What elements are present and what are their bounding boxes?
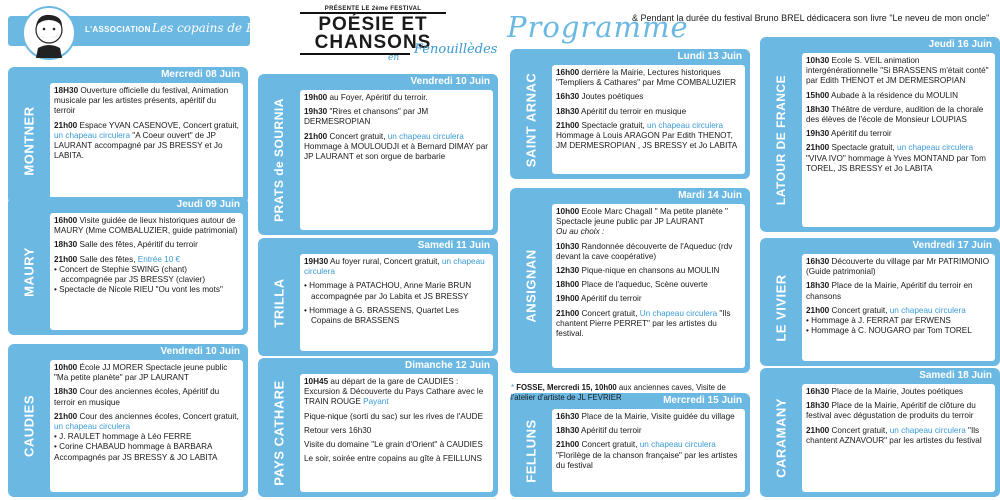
- event-time: 21h00: [556, 308, 580, 318]
- village-label: TRILLA: [271, 277, 287, 328]
- event-item: [304, 440, 489, 450]
- event-tail: "Ils chantent Pierre PERRET" par les artistes du festival.: [556, 308, 731, 339]
- event-time: 21h00: [806, 425, 830, 435]
- event-text: au départ de la gare de CAUDIES : Excursion & Découverte du Pays Cathare avec le TRAIN ROUGE: [304, 377, 484, 407]
- event-item: [806, 306, 991, 337]
- card-date: Mardi 14 Juin: [674, 189, 746, 203]
- event-time: 18h30: [54, 387, 78, 397]
- event-item: [304, 306, 489, 326]
- event-time: 18h30: [556, 106, 580, 116]
- card-date: Mercredi 08 Juin: [157, 68, 244, 82]
- event-item: [556, 207, 741, 238]
- village-label: LE VIVIER: [773, 273, 789, 342]
- event-time: 16h30: [556, 92, 580, 102]
- event-text: Place de l'aqueduc, Scène ouverte: [579, 280, 708, 290]
- event-highlight: un chapeau circulera: [897, 143, 974, 153]
- event-item: [556, 440, 741, 471]
- event-time: 18H30: [54, 86, 79, 95]
- day-card: [760, 368, 1000, 497]
- event-item: [556, 68, 741, 88]
- event-tail: Hommage à Louis ARAGON Par Edith THENOT, JM DERMESROPIAN , JS BRESSY et Jo LABITA: [556, 131, 738, 151]
- event-time: 18h30: [556, 426, 580, 436]
- event-text: Randonnée découverte de l'Aqueduc (rdv devant la cave coopérative): [556, 241, 733, 261]
- card-date: Jeudi 16 Juin: [925, 38, 996, 52]
- card-body: [552, 204, 745, 368]
- card-body: [50, 360, 243, 492]
- day-card: [8, 344, 248, 497]
- event-item: [54, 216, 239, 236]
- event-text: Découverte du village par Mr PATRIMONIO (Guide patrimonial): [806, 257, 990, 277]
- event-time: 21h00: [54, 120, 78, 130]
- event-item: [304, 412, 489, 422]
- day-card: [8, 67, 248, 204]
- event-highlight: un chapeau circulera: [54, 422, 131, 432]
- event-text: Concert gratuit,: [829, 305, 890, 315]
- event-text: Concert gratuit,: [829, 425, 890, 435]
- event-time: 16h30: [806, 387, 830, 396]
- event-tail: "Ils chantent AZNAVOUR" par les artistes du festival: [806, 425, 982, 445]
- event-time: 18h30: [806, 401, 830, 411]
- fosse-note: [511, 383, 751, 402]
- event-item: [54, 255, 239, 296]
- event-highlight: Un chapeau circulera: [639, 308, 718, 318]
- event-bullet: • Hommage à PATACHOU, Anne Marie BRUN accompagnée par Jo Labita et JS BRESSY: [304, 281, 489, 301]
- event-bullet: • Hommage à G. BRASSENS, Quartet Les Copains de BRASSENS: [304, 306, 489, 326]
- event-item: [556, 92, 741, 102]
- card-date: Samedi 11 Juin: [414, 239, 494, 253]
- event-text: Joutes poétiques: [579, 92, 644, 102]
- card-body: [50, 83, 243, 199]
- event-item: [556, 107, 741, 117]
- card-body: [300, 254, 493, 351]
- event-highlight: un chapeau circulera: [889, 305, 966, 315]
- event-highlight: un chapeau circulera: [647, 120, 724, 130]
- event-item: [54, 86, 239, 117]
- event-text: Salle des fêtes,: [77, 254, 138, 264]
- event-text: Place de la Mairie, Apéritif du terroir en chansons: [806, 281, 973, 301]
- event-text: Concert gratuit,: [579, 308, 640, 318]
- day-card: [510, 188, 750, 373]
- village-label: SAINT ARNAC: [523, 72, 539, 167]
- event-time: 10h30: [806, 56, 830, 65]
- card-date: Jeudi 09 Juin: [173, 198, 244, 212]
- event-item: [556, 242, 741, 262]
- event-time: 10h30: [556, 241, 580, 251]
- event-item: [54, 121, 239, 162]
- event-item: [806, 143, 991, 174]
- association-name: Les copains de Brassens: [152, 21, 301, 35]
- event-text: Spectacle gratuit,: [579, 120, 648, 130]
- event-text: au Foyer, Apéritif du terroir.: [327, 93, 428, 102]
- event-item: [54, 363, 239, 383]
- event-text: Salle des fêtes, Apéritif du terroir: [77, 240, 198, 250]
- event-item: [304, 281, 489, 301]
- day-card: [258, 74, 498, 235]
- event-text: Spectacle gratuit,: [829, 143, 898, 153]
- event-text: Concert gratuit,: [327, 131, 388, 141]
- event-time: 19h00: [556, 294, 580, 304]
- event-text: Théâtre de verdure, audition de la chorale des élèves de l'école de Monsieur LOUPIAS: [806, 104, 984, 125]
- event-time: 19H30: [304, 257, 329, 266]
- event-time: 21h00: [556, 120, 580, 130]
- event-time: 19h30: [304, 107, 328, 117]
- day-card: [258, 238, 498, 356]
- village-label: MAURY: [21, 246, 37, 297]
- portrait-illustration: [24, 8, 74, 58]
- card-body: [802, 254, 995, 361]
- event-item: [556, 280, 741, 290]
- note-star: *: [511, 383, 515, 392]
- event-time: 10h00: [54, 363, 78, 372]
- event-item: [304, 107, 489, 127]
- event-text: Visite du domaine "Le grain d'Orient" à CAUDIES: [304, 440, 483, 450]
- event-text: Ecole Marc Chagall " Ma petite planète " Spectacle jeune public par JP LAURANT: [556, 207, 728, 227]
- festival-title-line1: POÉSIE ET: [318, 14, 428, 35]
- card-date: Mercredi 15 Juin: [659, 394, 746, 408]
- association-label: L'ASSOCIATION: [85, 25, 151, 34]
- event-item: [806, 426, 991, 446]
- day-card: [8, 197, 248, 335]
- event-item: [556, 412, 741, 422]
- event-text: Concert gratuit,: [579, 440, 640, 450]
- card-date: Vendredi 10 Juin: [407, 75, 494, 89]
- day-card: [760, 238, 1000, 366]
- event-time: 21h00: [54, 411, 78, 421]
- event-item: [556, 294, 741, 304]
- card-body: [300, 90, 493, 230]
- event-item: [806, 105, 991, 125]
- card-body: [300, 374, 493, 492]
- card-date: Lundi 13 Juin: [674, 50, 746, 64]
- card-date: Vendredi 17 Juin: [909, 239, 996, 253]
- event-item: [556, 266, 741, 276]
- event-time: 10h00: [556, 207, 580, 216]
- event-time: 19h00: [304, 93, 328, 102]
- event-time: 21h00: [304, 131, 328, 141]
- event-time: 12h30: [556, 266, 580, 276]
- event-time: 21h00: [806, 143, 830, 153]
- card-body: [802, 53, 995, 227]
- event-text: Retour vers 16h30: [304, 425, 372, 435]
- event-text: Place de la Mairie, Apéritif de clôture du festival avec dégustation de produits du terroir: [806, 401, 976, 421]
- village-label: ANSIGNAN: [523, 249, 539, 323]
- event-highlight: un chapeau circulera: [387, 131, 464, 141]
- event-item: [304, 426, 489, 436]
- event-item: [806, 387, 991, 397]
- programme-title: Programme: [507, 10, 689, 44]
- day-card: [760, 37, 1000, 232]
- event-time: 18h30: [806, 104, 830, 114]
- note-bold: FOSSE, Mercredi 15, 10h00: [514, 383, 617, 392]
- event-bullet: • Concert de Stephie SWING (chant) accompagnée par JS BRESSY (clavier): [54, 265, 239, 285]
- event-text: Cour des anciennes écoles, Apéritif du terroir en musique: [54, 387, 220, 407]
- card-body: [802, 384, 995, 492]
- day-card: [258, 358, 498, 497]
- festival-note: & Pendant la durée du festival Bruno BREL dédicacera son livre "Le neveu de mon oncle": [632, 13, 990, 23]
- event-bullet: • Hommage à C. NOUGARO par Tom TOREL: [806, 326, 991, 336]
- day-card: [510, 393, 750, 497]
- event-bullet: • Hommage à J. FERRAT par ERWENS: [806, 316, 991, 326]
- event-text: Aubade à la résidence du MOULIN: [829, 90, 959, 100]
- event-item: [806, 56, 991, 87]
- event-bullet: • Spectacle de Nicole RIEU "Ou vont les mots": [54, 285, 239, 295]
- event-item: [806, 257, 991, 277]
- festival-title-line2: CHANSONS: [314, 32, 432, 53]
- event-item: [556, 426, 741, 436]
- event-text: Ouverture officielle du festival, Animation musicale par les artistes présents, apéritif du terroir: [54, 86, 229, 116]
- event-time: 16h30: [806, 257, 830, 266]
- event-italic: Ou au choix :: [556, 227, 605, 237]
- card-body: [552, 409, 745, 492]
- event-tail: "A Coeur ouvert" de JP LAURANT accompagné par JS BRESSY et Jo LABITA.: [54, 130, 223, 161]
- event-text: Apéritif du terroir: [579, 294, 642, 304]
- event-highlight: un chapeau circulera: [889, 425, 966, 435]
- event-time: 21h00: [806, 305, 830, 315]
- event-item: [304, 377, 489, 408]
- event-text: Au foyer rural, Concert gratuit,: [328, 257, 442, 266]
- event-highlight: un chapeau circulera: [54, 130, 131, 140]
- village-label: PAYS CATHARE: [271, 380, 287, 486]
- event-bullet: • Corine CHABAUD hommage à BARBARA: [54, 442, 239, 452]
- event-time: 15h00: [806, 90, 830, 100]
- event-item: [304, 93, 489, 103]
- event-text: Place de la Mairie, Joutes poétiques: [829, 387, 964, 396]
- event-item: [556, 121, 741, 152]
- event-time: 18h30: [806, 281, 830, 291]
- event-text: Apéritif du terroir: [829, 129, 892, 139]
- event-time: 16h00: [556, 68, 580, 77]
- event-tail: "Florilège de la chanson française" par les artistes du festival: [556, 450, 738, 470]
- village-label: CARAMANY: [773, 398, 789, 478]
- event-item: [54, 240, 239, 250]
- event-tail: Hommage à MOULOUDJI et à Bernard DIMAY par JP LAURANT et son orgue de barbarie: [304, 141, 488, 162]
- event-text: Cour des anciennes écoles, Concert gratuit,: [77, 411, 239, 421]
- event-text: Apéritif du terroir: [579, 426, 642, 436]
- festival-en: en: [388, 53, 400, 63]
- event-highlight: un chapeau circulera: [304, 257, 485, 277]
- village-label: CAUDIES: [21, 394, 37, 458]
- event-highlight: Entrée 10 €: [137, 254, 181, 264]
- event-text: Place de la Mairie, Visite guidée du village: [579, 412, 735, 421]
- event-time: 18h00: [556, 280, 580, 290]
- event-item: [806, 401, 991, 421]
- village-label: PRATS de SOURNIA: [272, 98, 286, 222]
- festival-preline: PRÉSENTE LE 2ème FESTIVAL: [324, 6, 422, 12]
- event-highlight: Payant: [363, 397, 389, 407]
- event-text: Visite guidée de lieux historiques autour de MAURY (Mme COMBALUZIER, guide patrimonial): [54, 216, 238, 236]
- card-date: Dimanche 12 Juin: [401, 359, 494, 373]
- event-time: 16h30: [556, 412, 580, 421]
- event-item: [54, 412, 239, 463]
- event-text: Ecole S. VEIL animation intergénérationnelle "Si BRASSENS m'était conté" par Edith THENOT et JM DERMESROPIAN: [806, 56, 989, 86]
- event-time: 18h30: [54, 240, 78, 250]
- event-item: [556, 309, 741, 340]
- brassens-portrait: [22, 6, 76, 60]
- event-time: 10H45: [304, 377, 329, 386]
- village-label: FELLUNS: [523, 418, 539, 483]
- card-body: [552, 65, 745, 174]
- event-item: [304, 454, 489, 464]
- event-time: 21h00: [556, 440, 580, 450]
- village-label: MONTNER: [21, 106, 37, 176]
- card-body: [50, 213, 243, 330]
- event-text: École JJ MORER Spectacle jeune public "Ma petite planète" par JP LAURANT: [54, 363, 228, 383]
- event-time: 16h00: [54, 216, 78, 225]
- event-highlight: un chapeau circulera: [639, 440, 716, 450]
- event-item: [304, 257, 489, 277]
- festival-region: Fenouillèdes: [414, 42, 498, 57]
- event-item: [54, 387, 239, 407]
- event-text: "Rires et chansons" par JM DERMESROPIAN: [304, 107, 429, 127]
- event-text: derrière la Mairie, Lectures historiques "Templiers & Cathares" par Mme COMBALUZIER: [556, 68, 737, 88]
- event-time: 19h30: [806, 129, 830, 139]
- event-item: [806, 281, 991, 301]
- event-text: Pique-nique (sorti du sac) sur les rives de l'AUDE: [304, 411, 484, 421]
- day-card: [510, 49, 750, 179]
- event-text: Espace YVAN CASENOVE, Concert gratuit,: [77, 120, 239, 130]
- note-text: aux anciennes caves, Visite de l'atelier d'artiste de JL FEVRIER: [511, 383, 726, 402]
- event-after: Accompagnés par JS BRESSY & JO LABITA: [54, 452, 218, 462]
- event-item: [304, 132, 489, 163]
- event-time: 21h00: [54, 254, 78, 264]
- event-text: Apéritif du terroir en musique: [579, 106, 687, 116]
- village-label: LATOUR DE FRANCE: [774, 74, 788, 206]
- event-bullet: • J. RAULET hommage à Léo FERRE: [54, 432, 239, 442]
- event-item: [806, 91, 991, 101]
- event-tail: "VIVA IVO" hommage à Yves MONTAND par Tom TOREL, JS BRESSY et Jo LABITA: [806, 153, 986, 173]
- event-text: Le soir, soirée entre copains au gîte à FEILLUNS: [304, 454, 482, 464]
- event-item: [806, 129, 991, 139]
- event-text: Pique-nique en chansons au MOULIN: [579, 266, 720, 276]
- card-date: Vendredi 10 Juin: [157, 345, 244, 359]
- card-date: Samedi 18 Juin: [915, 369, 996, 383]
